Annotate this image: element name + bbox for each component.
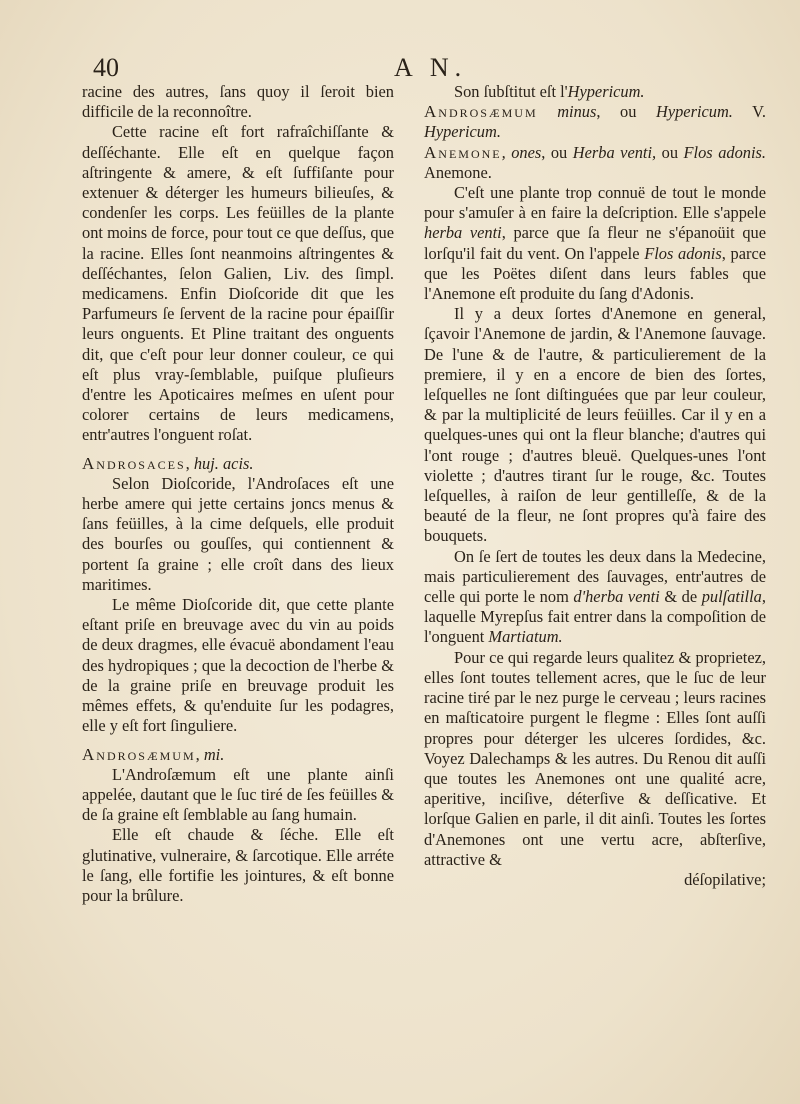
left-column [82,82,394,906]
paragraph: Il y a deux ſortes d'Anemone en general, ſçavoir l'Anemone de jardin, & l'Anemone ſauvage. De l'une & de l'autre, & particulierement de la premiere, il y en a encore de bien des ſortes, leſquelles ne ſont diſtinguées que par leur couleur, & par la multiplicité de leurs feüilles. Car il y en a quelques-unes qui ont la fleur blanche; d'autres qui l'ont rouge ; d'autres bleuë. Quelques-unes l'ont violette ; d'autres tirant ſur le rouge, &c. Toutes leſquelles, à raiſon de leur gentilleſſe, & de la beauté de la fleur, ne ſont propres qu'à faire des bouquets. [424,304,766,546]
entry-headword: Androsæmum [82,744,196,764]
entry-heading-androsaemum-minus: Androsæmum minus, ou Hypericum. V. Hypericum. [424,102,766,142]
entry-grammar: mi. [203,744,225,764]
paragraph: L'Androſæmum eſt une plante ainſi appelée, dautant que le ſuc tiré de ſes feüilles & de ſa graine eſt ſemblable au ſang humain. [82,764,394,825]
entry-grammar: huj. acis. [193,453,254,473]
page-header [88,52,740,84]
entry-heading-anemone: Anemone, ones, ou Herba venti, ou Flos adonis. Anemone. [424,142,766,182]
paragraph: Le même Dioſcoride dit, que cette plante eſtant priſe en breuvage avec du vin au poids de deux dragmes, elle évacuë abondament l'eau des hydropiques ; que la decoction de l'herbe & de la graine priſe en breuvage produit les mêmes effets, & qu'enduite ſur les podagres, elle y eſt fort ſinguliere. [82,595,394,736]
entry-headword: Androsaces [82,453,186,473]
catchword: déſopilative; [684,869,766,889]
entry-headword: Anemone [424,142,502,162]
running-head: A N. [394,53,468,82]
paragraph: Cette racine eſt fort rafraîchiſſante & deſſéchante. Elle eſt en quelque façon aſtringente & amere, & eſt ſuffiſante pour extenuer & déterger les humeurs bilieuſes, & condenſer les corps. Les feüilles de la plante ont moins de force, pour tout ce que deſſus, que la racine. Elles ſont neanmoins aſtringentes & deſſéchantes, ſelon Galien, Liv. des ſimpl. medicamens. Enfin Dioſcoride dit que les Parfumeurs ſe ſervent de la racine pour épaiſſir leurs onguents. Et Pline traitant des onguents dit, que c'eſt pour leur donner couleur, ce qui eſt plus vray-ſemblable, puiſque pluſieurs d'entre les Apoticaires meſmes en uſent pour colorer certains de leurs medicamens, entr'autres l'onguent roſat. [82,122,394,445]
entry-headword: Androsæmum [424,102,538,122]
right-column [424,82,766,890]
paragraph: Pour ce qui regarde leurs qualitez & proprietez, elles ſont toutes tellement acres, que le ſuc de leur racine tiré par le nez purge le cerveau ; leurs racines en maſticatoire purgent le flegme : Elles ſont auſſi propres pour déterger les ulceres ſordides, &c. Voyez Dalechamps & les autres. Du Renou dit auſſi que toutes les Anemones ont une qualité acre, aperitive, inciſive, déterſive & deſſicative. Et lorſque Galien en parle, il dit ainſi. Toutes les ſortes d'Anemones ont une vertu acre, abſterſive, attractive & [424,647,766,869]
paragraph: On ſe ſert de toutes les deux dans la Medecine, mais particulierement des ſauvages, entr'autres de celle qui porte le nom d'herba venti & de pulſatilla, laquelle Myrepſus fait entrer dans la compoſition de l'onguent Martiatum. [424,546,766,647]
page-number: 40 [93,53,119,82]
paragraph: Elle eſt chaude & ſéche. Elle eſt glutinative, vulneraire, & ſarcotique. Elle arréte le ſang, elle fortifie les jointures, & eſt bonne pour la brûlure. [82,825,394,905]
paragraph: C'eſt une plante trop connuë de tout le monde pour s'amuſer à en faire la deſcription. Elle s'appele herba venti, parce que ſa fleur ne s'épanoüit que lorſqu'il fait du vent. On l'appele Flos adonis, parce que les Poëtes diſent dans leurs fables que l'Anemone eſt produite du ſang d'Adonis. [424,183,766,304]
paragraph: Son ſubſtitut eſt l'Hypericum. [454,82,645,101]
entry-heading-androsaces: Androsaces, huj. acis. [82,453,254,473]
paragraph: racine des autres, ſans quoy il ſeroit bien difficile de la reconnoître. [82,82,394,122]
paragraph: Selon Dioſcoride, l'Androſaces eſt une herbe amere qui jette certains joncs menus & ſans feüilles, à la cime deſquels, elle produit des bourſes ou gouſſes, qui contiennent & portent ſa graine ; elle croît dans des lieux maritimes. [82,473,394,594]
entry-heading-androsaemum: Androsæmum, mi. [82,744,225,764]
